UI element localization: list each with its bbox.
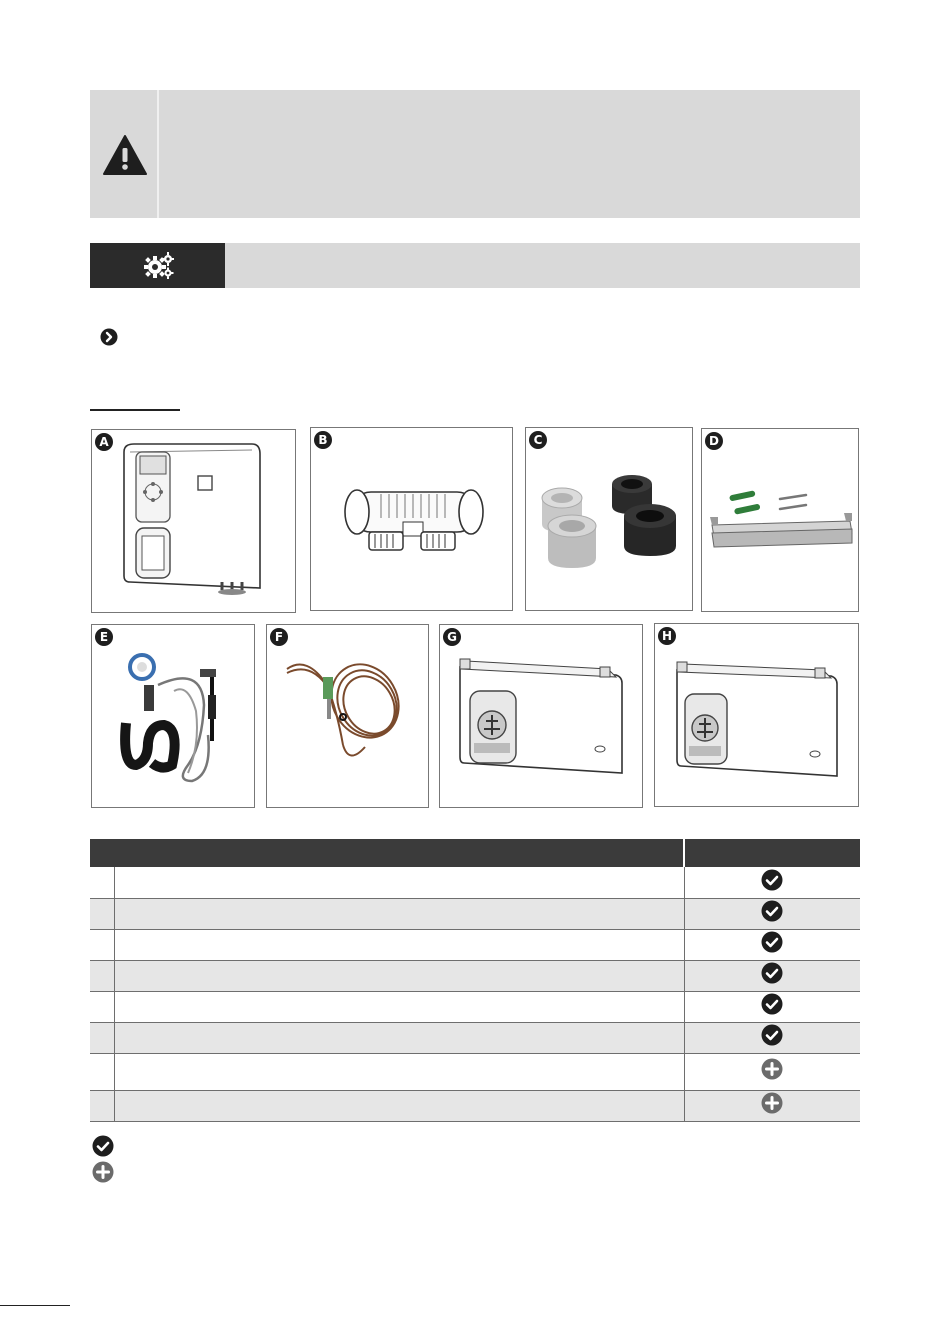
tile-letter: G (443, 628, 461, 646)
tile-d-mounting-kit (701, 428, 859, 612)
legend-included (92, 1135, 114, 1162)
table-row (90, 1022, 860, 1053)
table-header-row (90, 839, 860, 867)
tile-g-module-cover (439, 624, 643, 808)
row-status (684, 1022, 860, 1053)
adapters-illustration (526, 428, 692, 610)
table-header-supplied (684, 839, 860, 867)
row-description (115, 867, 685, 898)
check-circle-icon (761, 931, 783, 953)
table-row (90, 929, 860, 960)
table-row (90, 1090, 860, 1121)
tile-letter: D (705, 432, 723, 450)
row-description (115, 1090, 685, 1121)
row-letter (90, 1053, 115, 1090)
tile-e-sensor-kit (91, 624, 255, 808)
footer-rule (0, 1305, 70, 1306)
row-letter (90, 898, 115, 929)
check-circle-icon (761, 962, 783, 984)
contents-heading-underline (90, 409, 180, 411)
gears-icon (144, 252, 174, 280)
row-description (115, 898, 685, 929)
row-status (684, 1053, 860, 1090)
row-description (115, 929, 685, 960)
row-status (684, 898, 860, 929)
warning-icon-column (90, 90, 159, 218)
tile-letter: H (658, 627, 676, 645)
check-circle-icon (92, 1135, 114, 1157)
row-description (115, 960, 685, 991)
tile-c-adapters (525, 427, 693, 611)
table-row (90, 1053, 860, 1090)
check-circle-icon (761, 1024, 783, 1046)
module-cover-illustration (440, 625, 642, 807)
module-cover-illustration (655, 624, 858, 806)
mounting-kit-illustration (702, 429, 858, 611)
row-status (684, 867, 860, 898)
row-letter (90, 1090, 115, 1121)
section-icon-block (90, 243, 225, 288)
tile-b-cell (310, 427, 513, 611)
tile-letter: C (529, 431, 547, 449)
legend-optional (92, 1161, 114, 1188)
row-status (684, 991, 860, 1022)
table-row (90, 898, 860, 929)
sensor-kit-illustration (92, 625, 254, 807)
tile-letter: B (314, 431, 332, 449)
contents-table (90, 839, 860, 1122)
plus-circle-icon (761, 1092, 783, 1114)
table-row (90, 867, 860, 898)
tile-h-module-cover (654, 623, 859, 807)
row-description (115, 991, 685, 1022)
plus-circle-icon (92, 1161, 114, 1183)
chevron-right-circle-icon (100, 328, 118, 346)
row-letter (90, 867, 115, 898)
plus-circle-icon (761, 1058, 783, 1080)
tile-a-control-unit (91, 429, 296, 613)
table-row (90, 960, 860, 991)
row-status (684, 1090, 860, 1121)
tile-f-cable (266, 624, 429, 808)
row-description (115, 1022, 685, 1053)
row-description (115, 1053, 685, 1090)
row-status (684, 929, 860, 960)
warning-box (90, 90, 860, 218)
row-letter (90, 991, 115, 1022)
warning-icon (102, 134, 148, 176)
row-status (684, 960, 860, 991)
check-circle-icon (761, 900, 783, 922)
row-letter (90, 960, 115, 991)
check-circle-icon (761, 993, 783, 1015)
control-unit-illustration (92, 430, 295, 612)
row-letter (90, 1022, 115, 1053)
table-row (90, 991, 860, 1022)
tile-letter: E (95, 628, 113, 646)
row-letter (90, 929, 115, 960)
tile-letter: F (270, 628, 288, 646)
table-header-description (90, 839, 684, 867)
cable-illustration (267, 625, 428, 807)
tile-letter: A (95, 433, 113, 451)
cell-illustration (311, 428, 512, 610)
section-header (90, 243, 860, 288)
check-circle-icon (761, 869, 783, 891)
